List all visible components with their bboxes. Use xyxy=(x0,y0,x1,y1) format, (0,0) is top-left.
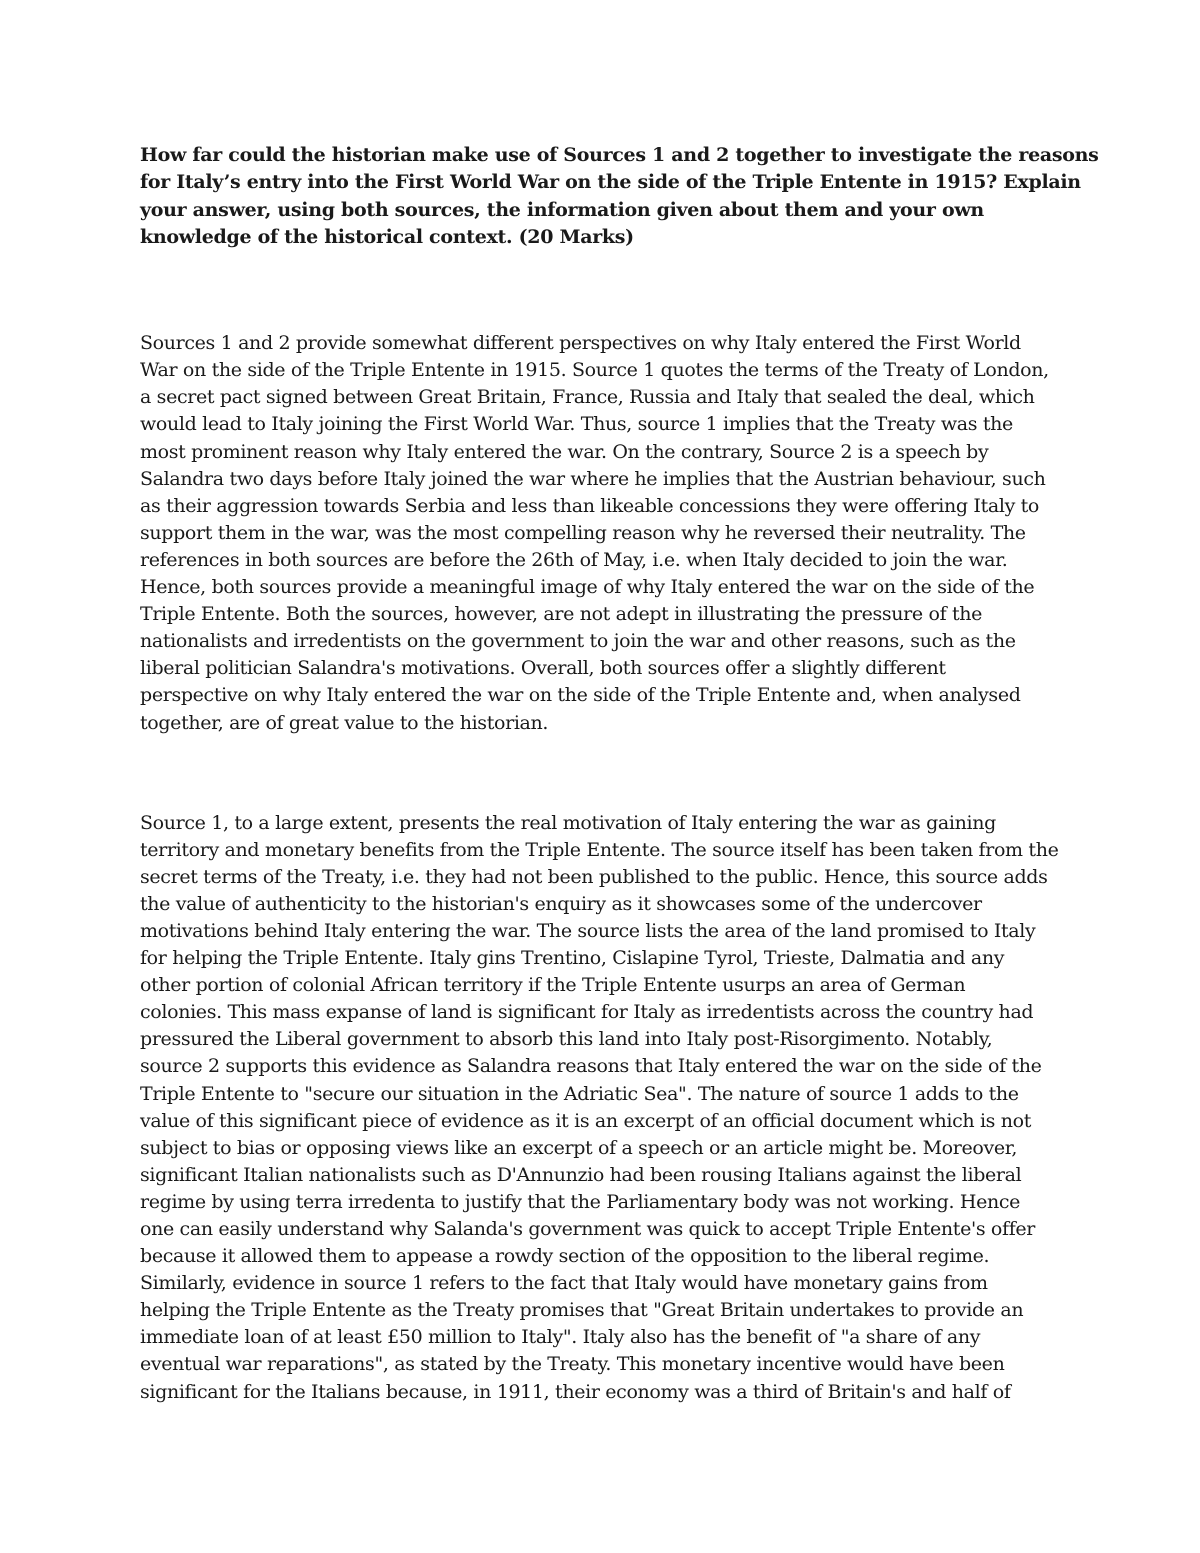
question-heading xyxy=(140,142,1099,251)
text-line: nationalists and irredentists on the government to join the war and other reasons, such as the xyxy=(140,630,1016,653)
text-line: Source 1, to a large extent, presents the real motivation of Italy entering the war as gaining xyxy=(140,811,996,834)
text-line: immediate loan of at least £50 million to Italy". Italy also has the benefit of "a share of any xyxy=(140,1326,981,1349)
text-line: significant Italian nationalists such as D'Annunzio had been rousing Italians against the liberal xyxy=(140,1163,1022,1186)
text-line: colonies. This mass expanse of land is significant for Italy as irredentists across the country had xyxy=(140,1001,1034,1024)
text-line: knowledge of the historical context. (20 Marks) xyxy=(140,225,634,248)
text-line: Sources 1 and 2 provide somewhat different perspectives on why Italy entered the First World xyxy=(140,332,1021,355)
text-line: liberal politician Salandra's motivations. Overall, both sources offer a slightly different xyxy=(140,657,946,680)
text-line: other portion of colonial African territory if the Triple Entente usurps an area of German xyxy=(140,974,966,997)
text-line: a secret pact signed between Great Britain, France, Russia and Italy that sealed the deal, which xyxy=(140,386,1035,409)
text-line: for helping the Triple Entente. Italy gins Trentino, Cislapine Tyrol, Trieste, Dalmatia and any xyxy=(140,947,1005,970)
text-line: would lead to Italy joining the First World War. Thus, source 1 implies that the Treaty was the xyxy=(140,413,1013,436)
text-line: references in both sources are before the 26th of May, i.e. when Italy decided to join the war. xyxy=(140,548,1008,571)
text-line: eventual war reparations", as stated by the Treaty. This monetary incentive would have been xyxy=(140,1353,1005,1376)
document-page xyxy=(140,142,1099,1406)
text-line: regime by using terra irredenta to justify that the Parliamentary body was not working. Hence xyxy=(140,1190,1021,1213)
text-line: How far could the historian make use of Sources 1 and 2 together to investigate the reasons xyxy=(140,144,1099,166)
text-line: value of this significant piece of evidence as it is an excerpt of an official document which is not xyxy=(140,1109,1032,1132)
text-line: significant for the Italians because, in 1911, their economy was a third of Britain's and half of xyxy=(140,1380,1011,1403)
text-line: for Italy’s entry into the First World War on the side of the Triple Entente in 1915? Explain xyxy=(140,171,1081,194)
text-line: because it allowed them to appease a rowdy section of the opposition to the liberal regime. xyxy=(140,1245,990,1268)
text-line: subject to bias or opposing views like an excerpt of a speech or an article might be. Moreover, xyxy=(140,1136,1018,1159)
paragraph-sources-comparison xyxy=(140,330,1065,736)
text-line: perspective on why Italy entered the war on the side of the Triple Entente and, when analysed xyxy=(140,684,1021,707)
text-line: secret terms of the Treaty, i.e. they had not been published to the public. Hence, this source adds xyxy=(140,865,1048,888)
text-line: most prominent reason why Italy entered the war. On the contrary, Source 2 is a speech by xyxy=(140,440,989,463)
text-line: Triple Entente. Both the sources, however, are not adept in illustrating the pressure of the xyxy=(140,603,983,626)
text-line: support them in the war, was the most compelling reason why he reversed their neutrality. The xyxy=(140,521,1026,544)
text-line: your answer, using both sources, the information given about them and your own xyxy=(140,198,984,221)
text-line: Hence, both sources provide a meaningful image of why Italy entered the war on the side of the xyxy=(140,576,1035,599)
text-line: motivations behind Italy entering the war. The source lists the area of the land promised to Italy xyxy=(140,919,1036,942)
text-line: helping the Triple Entente as the Treaty promises that "Great Britain undertakes to provide an xyxy=(140,1299,1024,1322)
text-line: War on the side of the Triple Entente in 1915. Source 1 quotes the terms of the Treaty of London, xyxy=(140,359,1049,382)
text-line: source 2 supports this evidence as Salandra reasons that Italy entered the war on the side of the xyxy=(140,1055,1042,1078)
text-line: territory and monetary benefits from the Triple Entente. The source itself has been taken from the xyxy=(140,838,1059,861)
text-line: as their aggression towards Serbia and less than likeable concessions they were offering Italy to xyxy=(140,494,1040,517)
paragraph-source-1-analysis xyxy=(140,810,1065,1406)
text-line: one can easily understand why Salanda's government was quick to accept Triple Entente's offer xyxy=(140,1218,1036,1240)
text-line: pressured the Liberal government to absorb this land into Italy post-Risorgimento. Notably, xyxy=(140,1028,993,1051)
text-line: the value of authenticity to the historian's enquiry as it showcases some of the undercover xyxy=(140,892,982,915)
text-line: Salandra two days before Italy joined the war where he implies that the Austrian behaviour, such xyxy=(140,467,1046,490)
text-line: Triple Entente to "secure our situation in the Adriatic Sea". The nature of source 1 adds to the xyxy=(140,1082,1019,1105)
text-line: Similarly, evidence in source 1 refers to the fact that Italy would have monetary gains from xyxy=(140,1272,988,1295)
text-line: together, are of great value to the historian. xyxy=(140,711,549,734)
